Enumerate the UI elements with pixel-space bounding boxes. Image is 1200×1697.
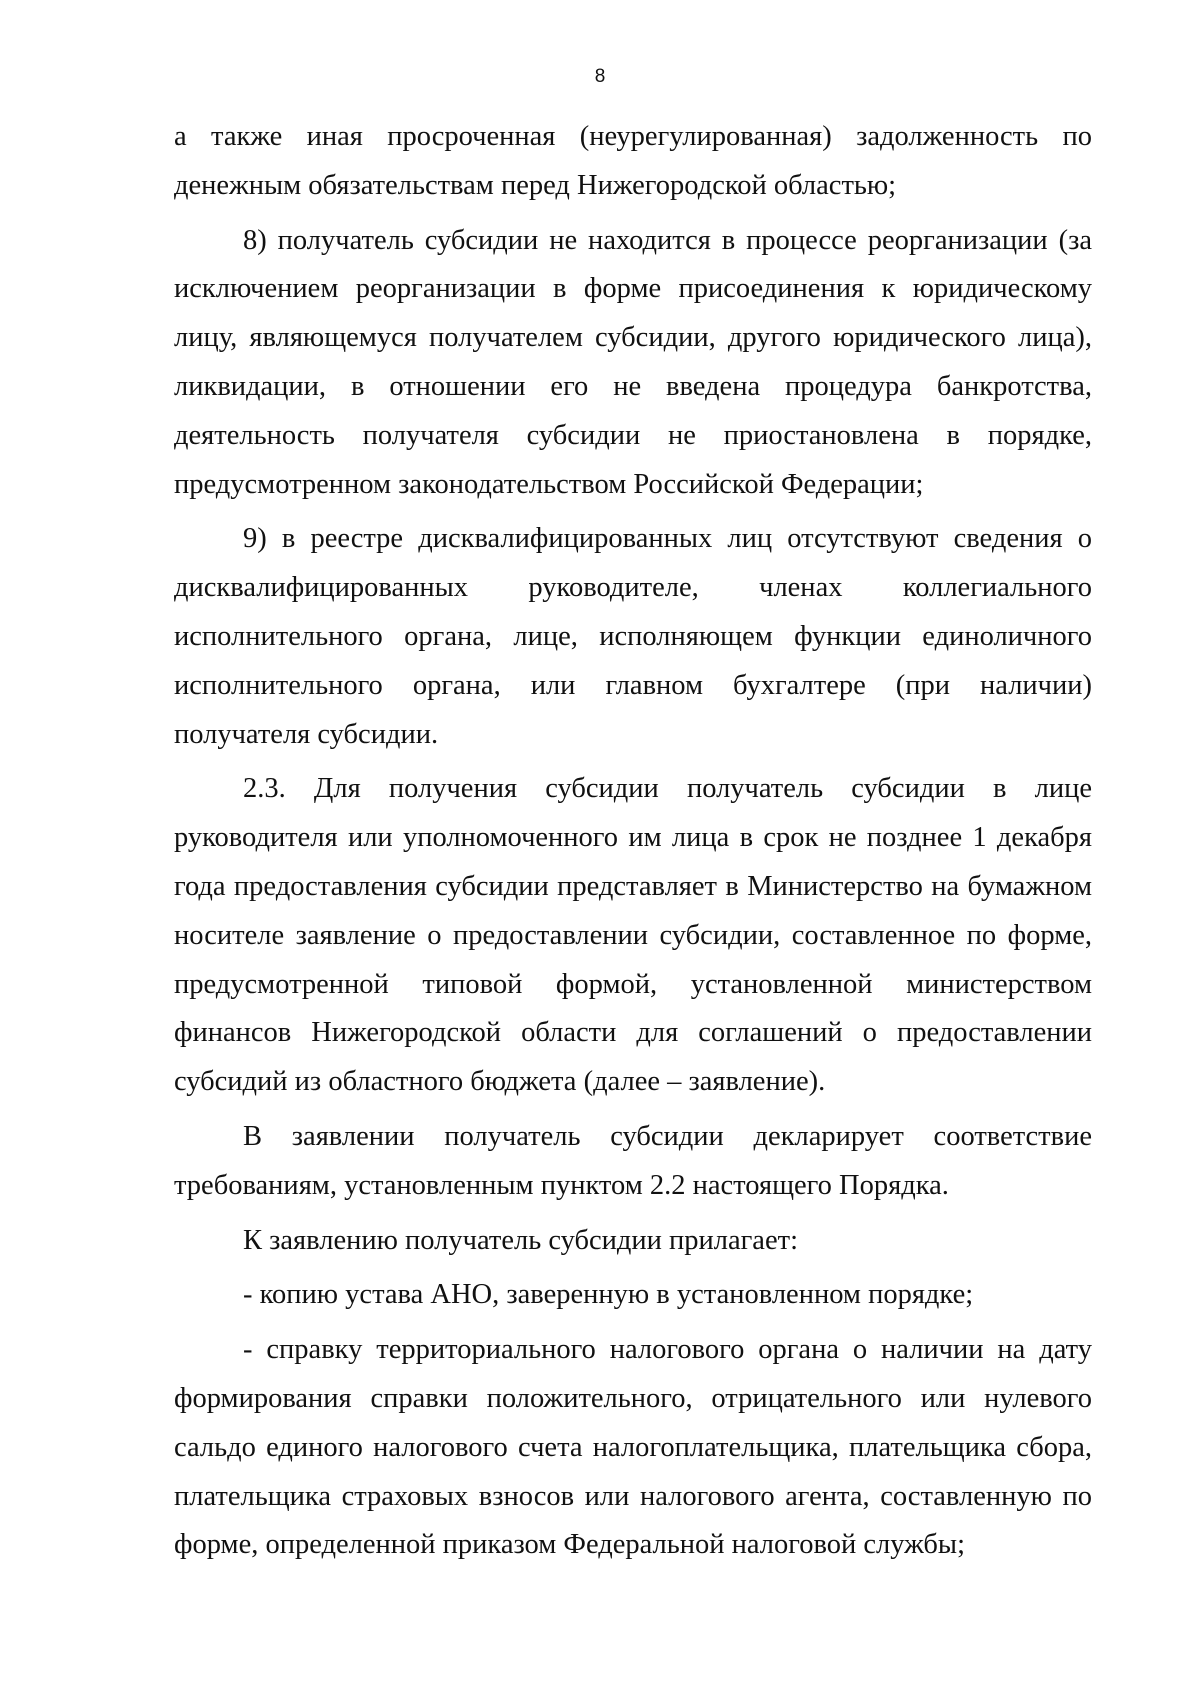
page-number: 8	[594, 66, 606, 87]
paragraph-item-8: 8) получатель субсидии не находится в процессе реорганизации (за исключением реорганизации в форме присоединения к юридическому лицу, являющемуся получателем субсидии, другого юридического лица), ликвидации, в отношении его не введена процедура банкротства, деятельность получателя субсидии не приостановлена в порядке, предусмотренном законодательством Российской Федерации;	[174, 224, 1092, 500]
paragraph-item-9: 9) в реестре дисквалифицированных лиц отсутствуют сведения о дисквалифицированных руководителе, членах коллегиального исполнительного органа, лице, исполняющем функции единоличного исполнительного органа, или главном бухгалтере (при наличии) получателя субсидии.	[174, 523, 1092, 750]
list-item-tax-certificate: - справку территориального налогового органа о наличии на дату формирования справки положительного, отрицательного или нулевого сальдо единого налогового счета налогоплательщика, плательщика сбора, плательщика страховых взносов или налогового агента, составленную по форме, определенной приказом Федеральной налоговой службы;	[174, 1334, 1092, 1561]
paragraph-declaration: В заявлении получатель субсидии декларирует соответствие требованиям, установленным пунктом 2.2 настоящего Порядка.	[174, 1120, 1092, 1201]
paragraph-attachments-intro: К заявлению получатель субсидии прилагает:	[243, 1224, 798, 1256]
list-item-charter-copy: - копию устава АНО, заверенную в установленном порядке;	[243, 1279, 974, 1311]
paragraph-section-2-3: 2.3. Для получения субсидии получатель субсидии в лице руководителя или уполномоченного им лица в срок не позднее 1 декабря года предоставления субсидии представляет в Министерство на бумажном носителе заявление о предоставлении субсидии, составленное по форме, предусмотренной типовой формой, установленной министерством финансов Нижегородской области для соглашений о предоставлении субсидий из областного бюджета (далее – заявление).	[174, 773, 1092, 1098]
paragraph-continuation: а также иная просроченная (неурегулированная) задолженность по денежным обязательствам перед Нижегородской областью;	[174, 121, 1092, 201]
document-body	[174, 113, 1092, 1570]
